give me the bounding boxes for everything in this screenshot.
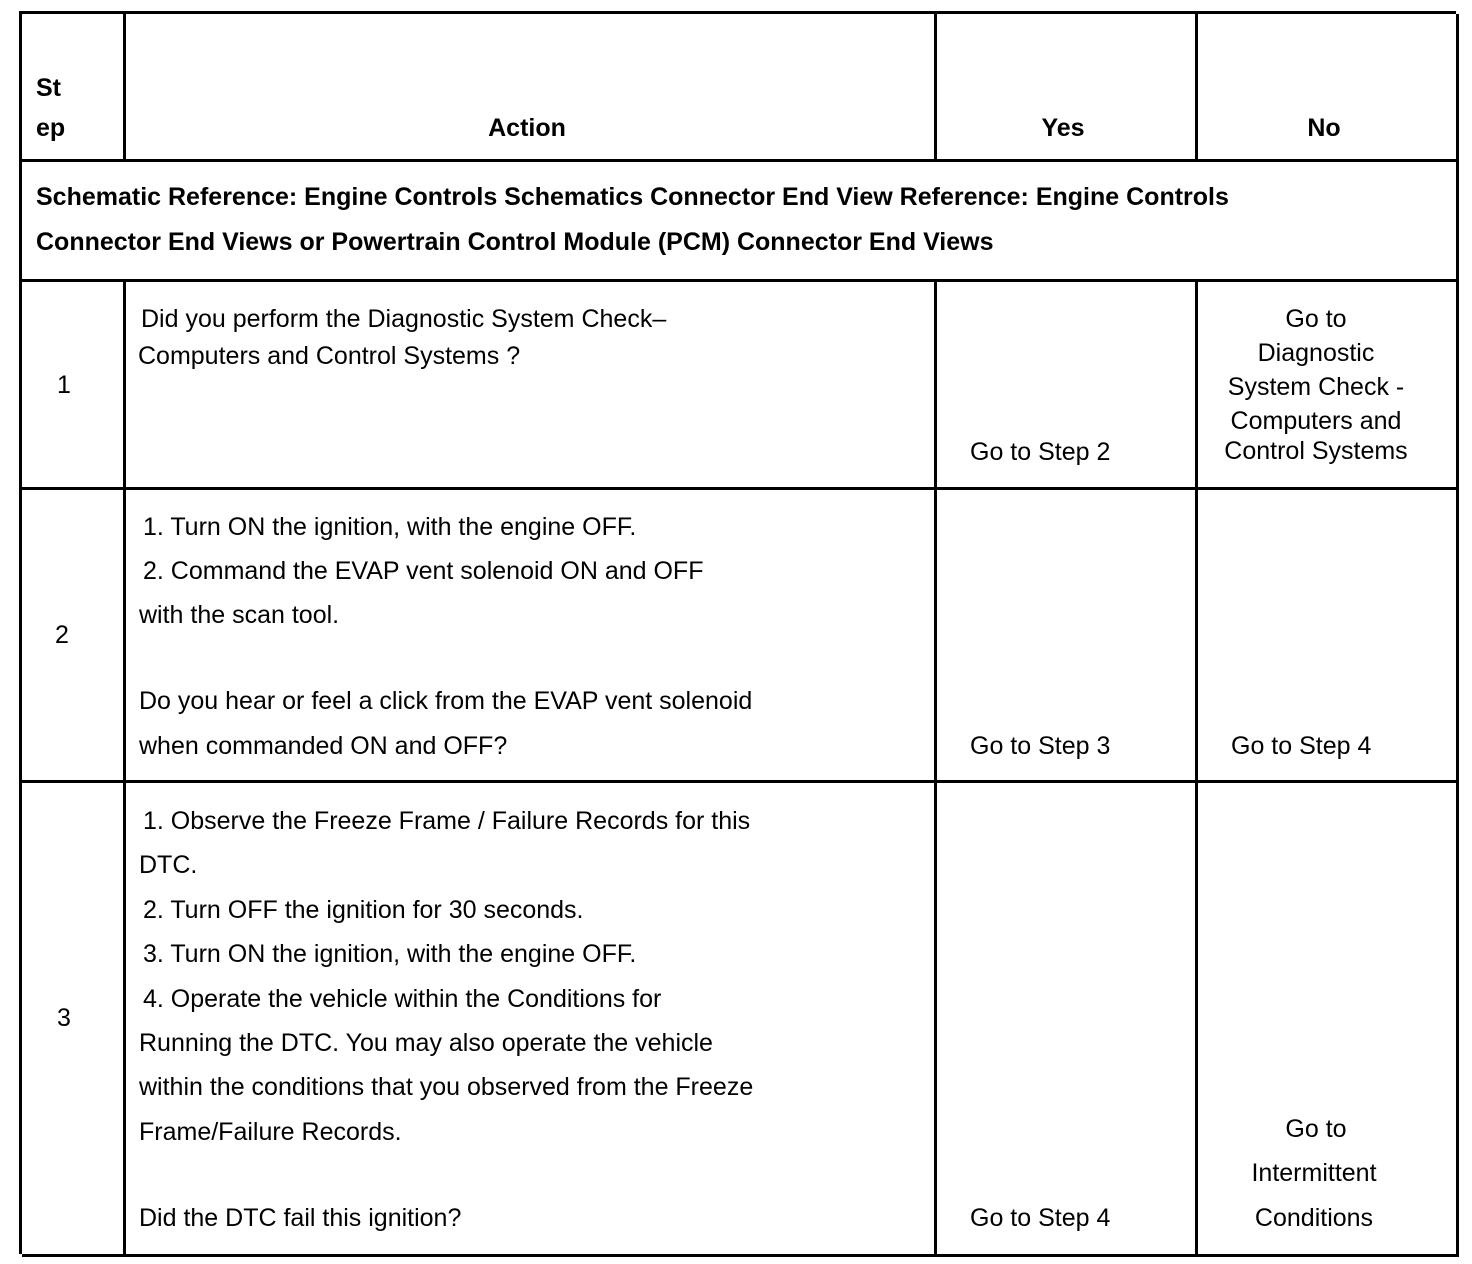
row2-action-line: Do you hear or feel a click from the EVAP vent solenoid [139, 687, 753, 715]
row1-yes: Go to Step 2 [970, 438, 1111, 466]
row3-step-cell [22, 780, 126, 1257]
row3-action-line: 4. Operate the vehicle within the Conditions for [143, 985, 662, 1013]
row3-action-line: 1. Observe the Freeze Frame / Failure Records for this [143, 807, 751, 835]
row3-action-line: Did the DTC fail this ignition? [139, 1204, 462, 1232]
row3-no-line: Conditions [1254, 1204, 1374, 1232]
row2-no-cell [1195, 487, 1459, 783]
row3-action-line: Frame/Failure Records. [139, 1118, 402, 1146]
row2-step: 2 [55, 621, 69, 649]
row1-yes-cell [934, 279, 1198, 490]
row3-yes: Go to Step 4 [970, 1204, 1111, 1232]
row1-action-line: Did you perform the Diagnostic System Check– [141, 305, 667, 333]
header-step-line2: ep [36, 114, 66, 142]
row3-action-cell [123, 780, 937, 1257]
row3-action-line: within the conditions that you observed from the Freeze [139, 1073, 754, 1101]
row2-no: Go to Step 4 [1231, 732, 1372, 760]
row2-yes-cell [934, 487, 1198, 783]
row3-no-cell [1195, 780, 1459, 1257]
row1-no-line: Computers and [1230, 407, 1402, 435]
row3-step: 3 [57, 1004, 71, 1032]
row1-no-cell [1195, 279, 1459, 490]
row2-action-line: 1. Turn ON the ignition, with the engine OFF. [143, 513, 637, 541]
row1-no-line: Go to [1285, 305, 1347, 333]
header-step-cell [22, 14, 126, 162]
reference-line2: Connector End Views or Powertrain Control Module (PCM) Connector End Views [36, 228, 994, 256]
header-no-cell [1195, 14, 1459, 162]
row3-no-line: Go to [1285, 1115, 1347, 1143]
row2-step-cell [22, 487, 126, 783]
reference-line1: Schematic Reference: Engine Controls Schematics Connector End View Reference: Engine Controls [36, 183, 1229, 211]
header-yes-cell [934, 14, 1198, 162]
header-yes: Yes [1041, 114, 1085, 142]
row3-no-line: Intermittent [1251, 1159, 1377, 1187]
row1-step: 1 [57, 371, 71, 399]
reference-cell [22, 159, 1459, 282]
row2-action-line: 2. Command the EVAP vent solenoid ON and OFF [143, 557, 704, 585]
row3-action-line: DTC. [139, 851, 198, 879]
row1-no-line: Diagnostic [1257, 339, 1375, 367]
row1-no-line: Control Systems [1224, 437, 1408, 465]
header-action: Action [488, 114, 566, 142]
row3-yes-cell [934, 780, 1198, 1257]
row2-action-cell [123, 487, 937, 783]
header-action-cell [123, 14, 937, 162]
row2-action-line: when commanded ON and OFF? [139, 732, 508, 760]
row3-action-line: 2. Turn OFF the ignition for 30 seconds. [143, 896, 584, 924]
row3-action-line: Running the DTC. You may also operate the vehicle [139, 1029, 713, 1057]
header-step-line1: St [36, 74, 61, 102]
row3-action-line: 3. Turn ON the ignition, with the engine OFF. [143, 940, 637, 968]
row2-action-line: with the scan tool. [139, 601, 340, 629]
row1-step-cell [22, 279, 126, 490]
row1-action-cell [123, 279, 937, 490]
row1-action-line: Computers and Control Systems ? [138, 342, 521, 370]
header-no: No [1307, 114, 1341, 142]
diagnostic-table [19, 11, 1456, 1254]
row1-no-line: System Check - [1227, 373, 1405, 401]
row2-yes: Go to Step 3 [970, 732, 1111, 760]
